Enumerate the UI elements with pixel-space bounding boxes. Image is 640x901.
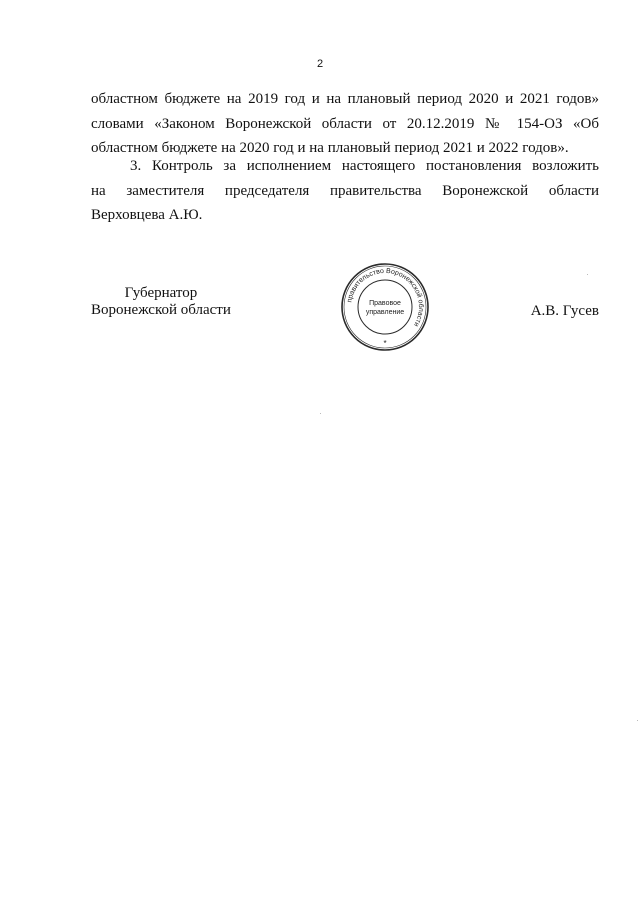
- scan-speck: [320, 413, 321, 414]
- signature-name: А.В. Гусев: [530, 303, 599, 319]
- seal-star: *: [383, 339, 387, 348]
- paragraph-line: 3. Контроль за исполнением настоящего постановления возложить: [130, 158, 599, 174]
- signature-title-line: Губернатор: [124, 285, 198, 301]
- paragraph-line: областном бюджете на 2019 год и на плановый период 2020 и 2021 годов»: [91, 91, 599, 107]
- signature-title-line: Воронежской области: [91, 302, 231, 318]
- scan-speck: [637, 720, 638, 721]
- paragraph-line: словами «Законом Воронежской области от 20.12.2019 № 154-ОЗ «Об: [91, 115, 599, 132]
- scan-speck: [587, 274, 588, 275]
- seal-ring-text: правительство Воронежской области: [346, 267, 425, 328]
- page-number: 2: [316, 58, 324, 70]
- paragraph-line: областном бюджете на 2020 год и на плановый период 2021 и 2022 годов».: [91, 140, 569, 156]
- seal-center-line: управление: [365, 309, 405, 316]
- paragraph-1: [91, 87, 599, 161]
- seal-center-line: Правовое: [369, 300, 401, 307]
- official-seal: [340, 262, 430, 352]
- paragraph-line: на заместителя председателя правительства Воронежской области: [91, 182, 599, 199]
- paragraph-line: Верховцева А.Ю.: [91, 207, 203, 223]
- paragraph-2: [91, 154, 599, 228]
- signature-title: [91, 285, 231, 319]
